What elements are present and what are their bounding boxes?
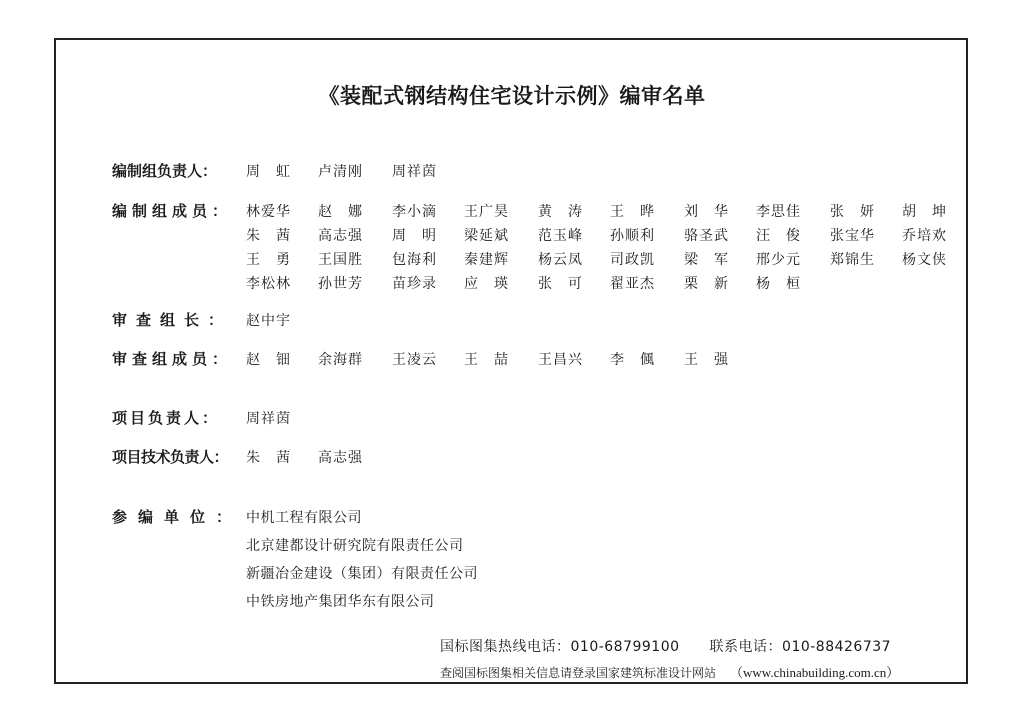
- member-name: 杨文侠: [902, 252, 947, 268]
- member-name: 朱 茜: [246, 228, 291, 244]
- page-title: 《装配式钢结构住宅设计示例》编审名单: [318, 84, 706, 108]
- participant-org: 新疆冶金建设（集团）有限责任公司: [246, 566, 478, 582]
- member-name: 汪 俊: [756, 228, 801, 244]
- member-name: 林爱华: [246, 204, 291, 220]
- project-leader-label: 项目负责人：: [112, 409, 221, 427]
- member-name: 梁 军: [684, 252, 729, 268]
- member-name: 栗 新: [684, 276, 729, 292]
- member-name: 杨 桓: [756, 276, 801, 292]
- member-name: 邢少元: [756, 252, 801, 268]
- member-name: 王广昊: [464, 204, 509, 220]
- website-note: 查阅国标图集相关信息请登录国家建筑标准设计网站: [440, 666, 717, 680]
- member-name: 郑锦生: [830, 252, 875, 268]
- review-member-name: 王昌兴: [538, 352, 583, 368]
- member-name: 王 勇: [246, 252, 291, 268]
- footer-phones: [440, 636, 891, 656]
- tech-leader-label: 项目技术负责人：: [112, 448, 229, 466]
- review-leader-label: 审查组长：: [112, 311, 233, 329]
- member-name: 张 可: [538, 276, 583, 292]
- editor-leaders-label: 编制组负责人：: [112, 162, 218, 180]
- participant-org: 中铁房地产集团华东有限公司: [246, 594, 435, 610]
- editor-leader-name: 卢清刚: [318, 164, 363, 180]
- member-name: 张宝华: [830, 228, 875, 244]
- member-name: 包海利: [392, 252, 437, 268]
- member-name: 孙顺利: [610, 228, 655, 244]
- member-name: 司政凯: [610, 252, 655, 268]
- member-name: 李松林: [246, 276, 291, 292]
- member-name: 周 明: [392, 228, 437, 244]
- review-member-name: 王凌云: [392, 352, 437, 368]
- editor-leader-name: 周祥茵: [392, 164, 437, 180]
- review-leader-name: 赵中宇: [246, 313, 291, 329]
- review-member-name: 余海群: [318, 352, 363, 368]
- website-url[interactable]: （www.chinabuilding.com.cn）: [730, 665, 900, 680]
- review-members-label: 审查组成员：: [112, 350, 233, 368]
- member-name: 高志强: [318, 228, 363, 244]
- member-name: 杨云凤: [538, 252, 583, 268]
- member-name: 骆圣武: [684, 228, 729, 244]
- contact-text: 联系电话：010-88426737: [709, 639, 892, 655]
- participant-org: 北京建都设计研究院有限责任公司: [246, 538, 464, 554]
- member-name: 王国胜: [318, 252, 363, 268]
- member-name: 乔培欢: [902, 228, 947, 244]
- project-leader-name: 周祥茵: [246, 411, 291, 427]
- tech-leader-name: 高志强: [318, 450, 363, 466]
- review-member-name: 王 喆: [464, 352, 509, 368]
- review-member-name: 李 偑: [610, 352, 655, 368]
- member-name: 王 晔: [610, 204, 655, 220]
- hotline-text: 国标图集热线电话：010-68799100: [440, 639, 680, 655]
- member-name: 张 妍: [830, 204, 875, 220]
- participants-label: 参编单位：: [112, 508, 243, 526]
- member-name: 梁延斌: [464, 228, 509, 244]
- review-member-name: 王 强: [684, 352, 729, 368]
- member-name: 应 瑛: [464, 276, 509, 292]
- member-name: 范玉峰: [538, 228, 583, 244]
- member-name: 李思佳: [756, 204, 801, 220]
- participant-org: 中机工程有限公司: [246, 510, 362, 526]
- footer-website: [440, 662, 899, 681]
- tech-leader-name: 朱 茜: [246, 450, 291, 466]
- member-name: 赵 娜: [318, 204, 363, 220]
- member-name: 刘 华: [684, 204, 729, 220]
- member-name: 苗珍录: [392, 276, 437, 292]
- member-name: 李小滴: [392, 204, 437, 220]
- member-name: 秦建辉: [464, 252, 509, 268]
- member-name: 黄 涛: [538, 204, 583, 220]
- member-name: 胡 坤: [902, 204, 947, 220]
- member-name: 翟亚杰: [610, 276, 655, 292]
- editor-leader-name: 周 虹: [246, 164, 291, 180]
- editor-members-label: 编制组成员：: [112, 202, 233, 220]
- review-member-name: 赵 钿: [246, 352, 291, 368]
- member-name: 孙世芳: [318, 276, 363, 292]
